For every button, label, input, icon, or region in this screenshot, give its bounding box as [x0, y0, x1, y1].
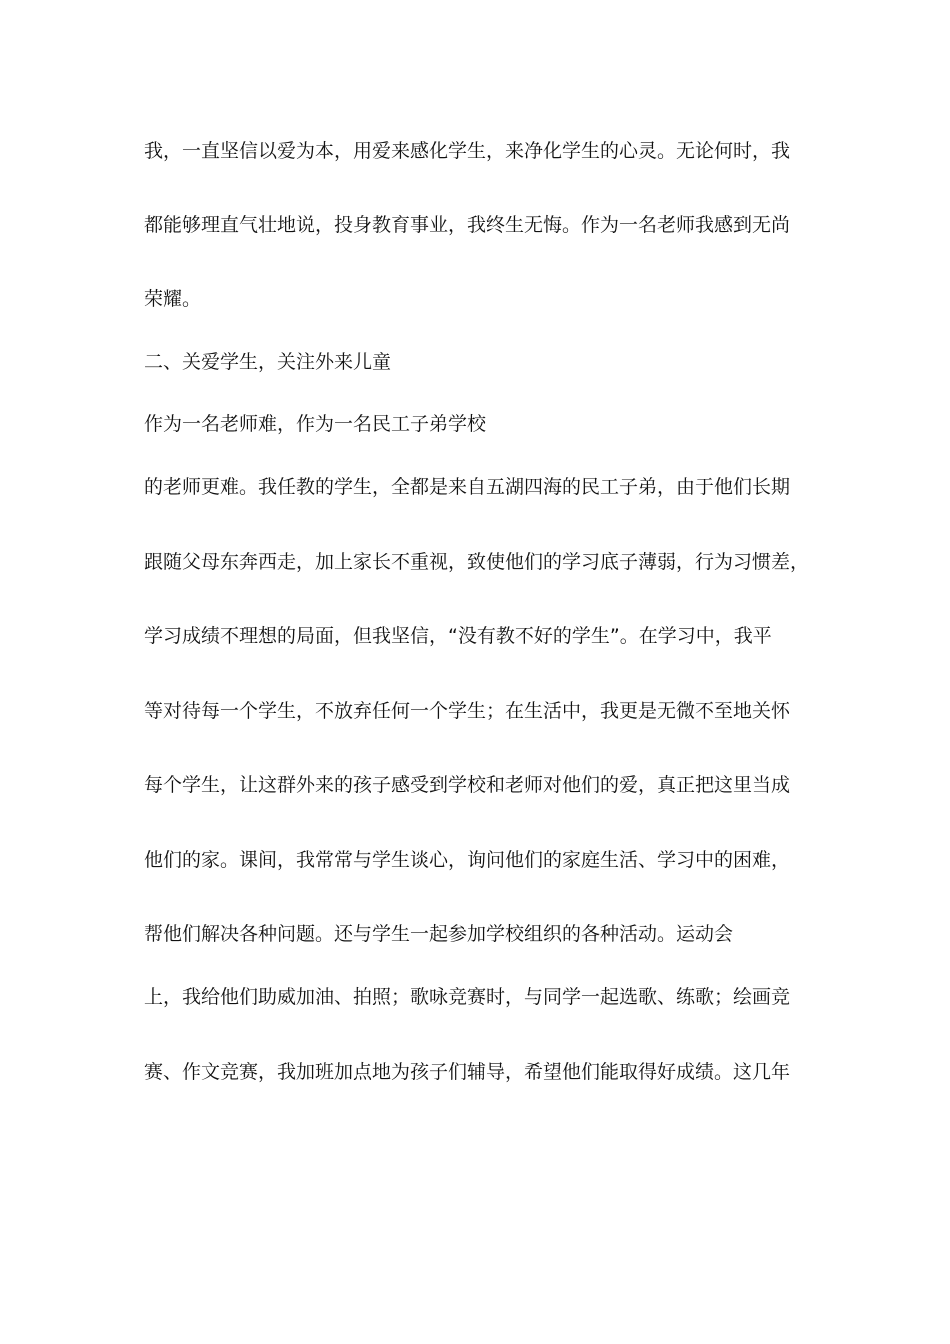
- paragraph-line: 我，一直坚信以爱为本，用爱来感化学生，来净化学生的心灵。无论何时，我: [144, 140, 791, 162]
- paragraph-line: 帮他们解决各种问题。还与学生一起参加学校组织的各种活动。运动会: [144, 923, 734, 945]
- paragraph-line: 都能够理直气壮地说，投身教育事业，我终生无悔。作为一名老师我感到无尚: [144, 214, 791, 236]
- paragraph-line: 上，我给他们助威加油、拍照；歌咏竞赛时，与同学一起选歌、练歌；绘画竞: [144, 986, 791, 1008]
- paragraph-line: 跟随父母东奔西走，加上家长不重视，致使他们的学习底子薄弱，行为习惯差，: [144, 551, 810, 573]
- paragraph-line: 他们的家。课间，我常常与学生谈心，询问他们的家庭生活、学习中的困难，: [144, 849, 791, 871]
- paragraph-line: 的老师更难。我任教的学生，全都是来自五湖四海的民工子弟，由于他们长期: [144, 476, 791, 498]
- paragraph-line: 每个学生，让这群外来的孩子感受到学校和老师对他们的爱，真正把这里当成: [144, 774, 791, 796]
- section-heading: 二、关爱学生，关注外来儿童: [144, 351, 392, 373]
- paragraph-line: 赛、作文竞赛，我加班加点地为孩子们辅导，希望他们能取得好成绩。这几年: [144, 1061, 791, 1083]
- paragraph-line: 学习成绩不理想的局面，但我坚信，“没有教不好的学生”。在学习中，我平: [144, 625, 772, 647]
- paragraph-line: 作为一名老师难，作为一名民工子弟学校: [144, 413, 487, 435]
- paragraph-line: 荣耀。: [144, 288, 202, 310]
- paragraph-line: 等对待每一个学生，不放弃任何一个学生；在生活中，我更是无微不至地关怀: [144, 700, 791, 722]
